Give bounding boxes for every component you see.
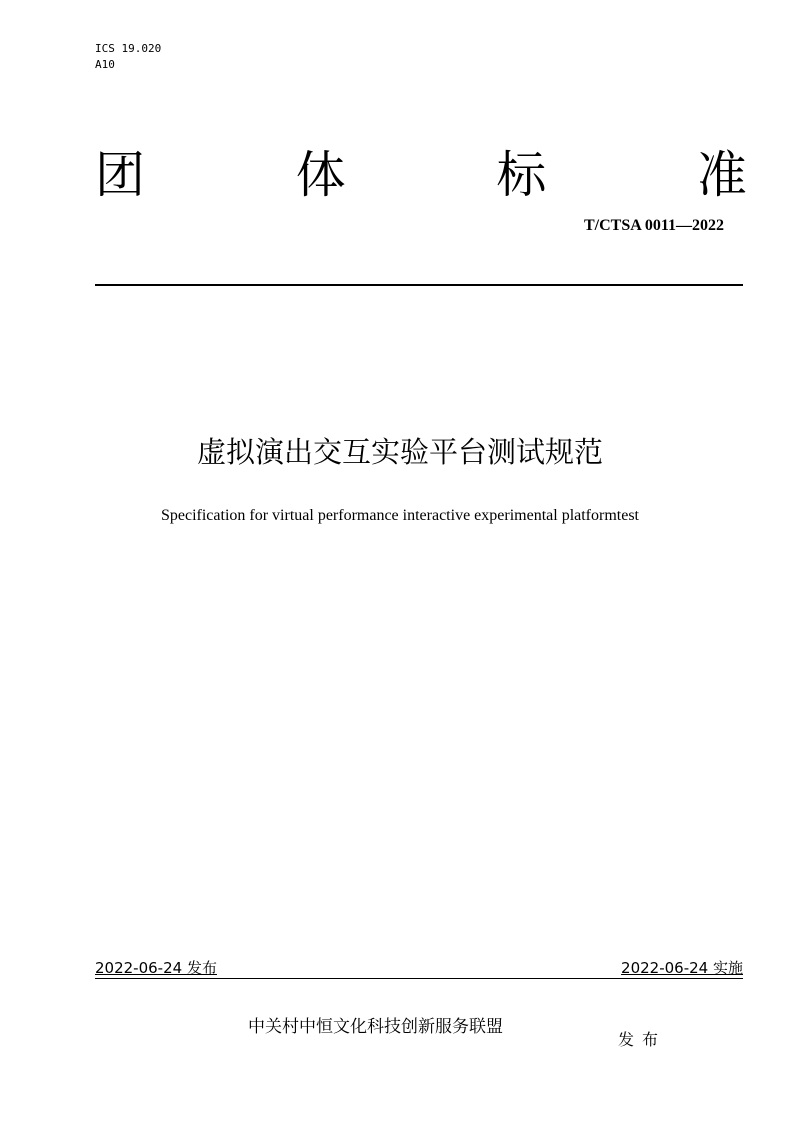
ccs-code: A10 xyxy=(95,58,115,71)
footer-divider xyxy=(95,978,743,979)
effective-date: 2022-06-24 实施 xyxy=(621,959,743,977)
header-divider xyxy=(95,284,743,286)
standard-type-char: 标 xyxy=(496,146,547,204)
publisher-name: 中关村中恒文化科技创新服务联盟 xyxy=(248,1017,503,1037)
publish-date: 2022-06-24 发布 xyxy=(95,959,217,977)
standard-type-char: 体 xyxy=(295,146,346,204)
standard-type-char: 团 xyxy=(95,146,145,204)
publish-label: 发布 xyxy=(618,1030,667,1049)
title-english: Specification for virtual performance interactive experimental platformtest xyxy=(160,507,639,524)
ics-code: ICS 19.020 xyxy=(95,42,162,55)
classification-codes xyxy=(95,41,161,73)
standard-number: T/CTSA 0011—2022 xyxy=(583,217,724,234)
standard-type-heading xyxy=(95,140,747,210)
standard-type-char: 准 xyxy=(696,146,747,204)
title-chinese: 虚拟演出交互实验平台测试规范 xyxy=(196,435,603,469)
